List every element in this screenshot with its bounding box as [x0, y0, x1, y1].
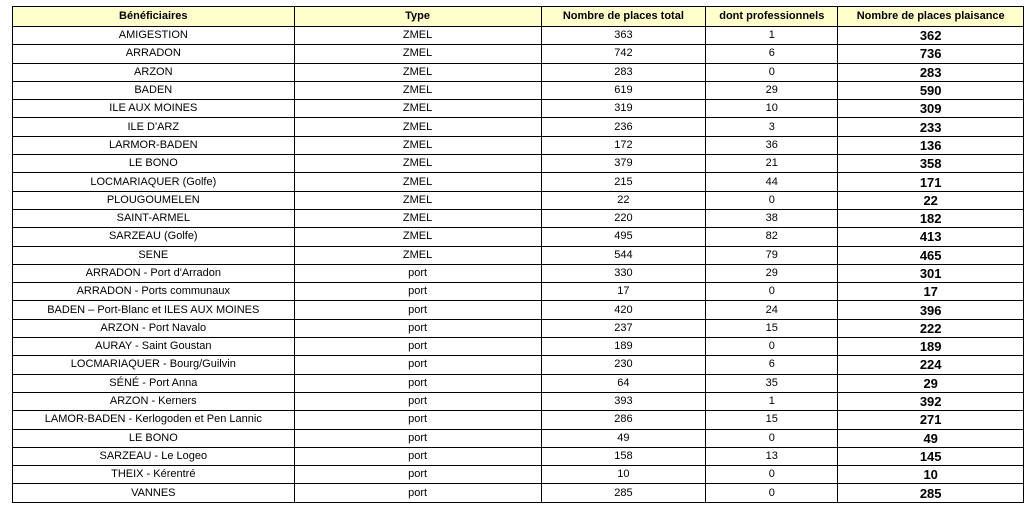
header-row: [13, 7, 1024, 27]
table-row: [13, 246, 1024, 264]
cell-professionnels[interactable]: 0: [706, 466, 838, 484]
table-row: [13, 173, 1024, 191]
cell-plaisance-places[interactable]: 233: [838, 118, 1024, 136]
cell-professionnels[interactable]: 29: [706, 264, 838, 282]
cell-professionnels[interactable]: 10: [706, 100, 838, 118]
cell-total-places[interactable]: 64: [541, 374, 706, 392]
cell-plaisance-places[interactable]: 222: [838, 319, 1024, 337]
cell-type[interactable]: ZMEL: [294, 45, 541, 63]
table-row: [13, 228, 1024, 246]
cell-type[interactable]: ZMEL: [294, 191, 541, 209]
table-row: [13, 484, 1024, 502]
cell-plaisance-places[interactable]: 590: [838, 81, 1024, 99]
table-row: [13, 100, 1024, 118]
cell-professionnels[interactable]: 82: [706, 228, 838, 246]
cell-total-places[interactable]: 172: [541, 136, 706, 154]
cell-plaisance-places[interactable]: 136: [838, 136, 1024, 154]
table-row: [13, 264, 1024, 282]
cell-type[interactable]: port: [294, 429, 541, 447]
cell-total-places[interactable]: 379: [541, 155, 706, 173]
table-row: [13, 466, 1024, 484]
cell-total-places[interactable]: 158: [541, 447, 706, 465]
cell-beneficiaire[interactable]: SARZEAU (Golfe): [13, 228, 295, 246]
cell-type[interactable]: port: [294, 283, 541, 301]
cell-type[interactable]: ZMEL: [294, 27, 541, 45]
cell-plaisance-places[interactable]: 271: [838, 411, 1024, 429]
cell-type[interactable]: port: [294, 319, 541, 337]
cell-beneficiaire[interactable]: AMIGESTION: [13, 27, 295, 45]
table-row: [13, 81, 1024, 99]
cell-total-places[interactable]: 236: [541, 118, 706, 136]
table-row: [13, 338, 1024, 356]
cell-professionnels[interactable]: 15: [706, 319, 838, 337]
cell-plaisance-places[interactable]: 465: [838, 246, 1024, 264]
cell-professionnels[interactable]: 79: [706, 246, 838, 264]
header-type[interactable]: Type: [294, 7, 541, 27]
cell-type[interactable]: port: [294, 264, 541, 282]
cell-professionnels[interactable]: 38: [706, 209, 838, 227]
cell-total-places[interactable]: 17: [541, 283, 706, 301]
cell-beneficiaire[interactable]: ILE D'ARZ: [13, 118, 295, 136]
cell-total-places[interactable]: 237: [541, 319, 706, 337]
cell-beneficiaire[interactable]: LE BONO: [13, 155, 295, 173]
table-row: [13, 356, 1024, 374]
cell-professionnels[interactable]: 15: [706, 411, 838, 429]
cell-plaisance-places[interactable]: 392: [838, 392, 1024, 410]
cell-professionnels[interactable]: 6: [706, 45, 838, 63]
cell-beneficiaire[interactable]: ARRADON - Ports communaux: [13, 283, 295, 301]
cell-beneficiaire[interactable]: BADEN: [13, 81, 295, 99]
cell-beneficiaire[interactable]: AURAY - Saint Goustan: [13, 338, 295, 356]
table-row: [13, 191, 1024, 209]
cell-beneficiaire[interactable]: SENE: [13, 246, 295, 264]
cell-professionnels[interactable]: 3: [706, 118, 838, 136]
spreadsheet-sheet: [12, 6, 1024, 503]
cell-type[interactable]: port: [294, 356, 541, 374]
cell-professionnels[interactable]: 0: [706, 191, 838, 209]
cell-total-places[interactable]: 363: [541, 27, 706, 45]
cell-professionnels[interactable]: 29: [706, 81, 838, 99]
cell-type[interactable]: ZMEL: [294, 173, 541, 191]
cell-total-places[interactable]: 495: [541, 228, 706, 246]
cell-total-places[interactable]: 220: [541, 209, 706, 227]
cell-type[interactable]: ZMEL: [294, 136, 541, 154]
cell-plaisance-places[interactable]: 358: [838, 155, 1024, 173]
cell-beneficiaire[interactable]: ARZON - Kerners: [13, 392, 295, 410]
table-row: [13, 429, 1024, 447]
cell-plaisance-places[interactable]: 182: [838, 209, 1024, 227]
table-row: [13, 155, 1024, 173]
cell-plaisance-places[interactable]: 362: [838, 27, 1024, 45]
cell-plaisance-places[interactable]: 301: [838, 264, 1024, 282]
table-header: [13, 7, 1024, 27]
cell-type[interactable]: ZMEL: [294, 118, 541, 136]
cell-plaisance-places[interactable]: 396: [838, 301, 1024, 319]
cell-plaisance-places[interactable]: 22: [838, 191, 1024, 209]
cell-professionnels[interactable]: 0: [706, 338, 838, 356]
cell-total-places[interactable]: 283: [541, 63, 706, 81]
cell-professionnels[interactable]: 0: [706, 63, 838, 81]
table-row: [13, 374, 1024, 392]
cell-beneficiaire[interactable]: LOCMARIAQUER (Golfe): [13, 173, 295, 191]
cell-professionnels[interactable]: 0: [706, 429, 838, 447]
cell-type[interactable]: ZMEL: [294, 228, 541, 246]
table-row: [13, 392, 1024, 410]
cell-type[interactable]: port: [294, 392, 541, 410]
cell-type[interactable]: ZMEL: [294, 209, 541, 227]
cell-type[interactable]: ZMEL: [294, 246, 541, 264]
cell-plaisance-places[interactable]: 309: [838, 100, 1024, 118]
cell-plaisance-places[interactable]: 145: [838, 447, 1024, 465]
cell-plaisance-places[interactable]: 29: [838, 374, 1024, 392]
cell-professionnels[interactable]: 24: [706, 301, 838, 319]
table-row: [13, 45, 1024, 63]
cell-plaisance-places[interactable]: 736: [838, 45, 1024, 63]
cell-total-places[interactable]: 49: [541, 429, 706, 447]
cell-beneficiaire[interactable]: SAINT-ARMEL: [13, 209, 295, 227]
cell-total-places[interactable]: 22: [541, 191, 706, 209]
table-row: [13, 63, 1024, 81]
cell-plaisance-places[interactable]: 189: [838, 338, 1024, 356]
cell-beneficiaire[interactable]: LARMOR-BADEN: [13, 136, 295, 154]
table-row: [13, 283, 1024, 301]
cell-beneficiaire[interactable]: ILE AUX MOINES: [13, 100, 295, 118]
cell-beneficiaire[interactable]: ARZON: [13, 63, 295, 81]
table-row: [13, 301, 1024, 319]
cell-total-places[interactable]: 330: [541, 264, 706, 282]
cell-type[interactable]: port: [294, 338, 541, 356]
cell-beneficiaire[interactable]: SARZEAU - Le Logeo: [13, 447, 295, 465]
cell-plaisance-places[interactable]: 17: [838, 283, 1024, 301]
cell-plaisance-places[interactable]: 171: [838, 173, 1024, 191]
table-row: [13, 411, 1024, 429]
cell-type[interactable]: port: [294, 301, 541, 319]
cell-beneficiaire[interactable]: VANNES: [13, 484, 295, 502]
cell-type[interactable]: port: [294, 374, 541, 392]
cell-type[interactable]: ZMEL: [294, 63, 541, 81]
table-row: [13, 118, 1024, 136]
table-row: [13, 136, 1024, 154]
cell-total-places[interactable]: 742: [541, 45, 706, 63]
cell-professionnels[interactable]: 13: [706, 447, 838, 465]
cell-beneficiaire[interactable]: SÉNÉ - Port Anna: [13, 374, 295, 392]
cell-total-places[interactable]: 286: [541, 411, 706, 429]
cell-total-places[interactable]: 619: [541, 81, 706, 99]
header-beneficiaires[interactable]: Bénéficiaires: [13, 7, 295, 27]
cell-type[interactable]: ZMEL: [294, 155, 541, 173]
cell-professionnels[interactable]: 0: [706, 484, 838, 502]
cell-professionnels[interactable]: 6: [706, 356, 838, 374]
cell-total-places[interactable]: 285: [541, 484, 706, 502]
cell-total-places[interactable]: 189: [541, 338, 706, 356]
cell-type[interactable]: ZMEL: [294, 100, 541, 118]
cell-total-places[interactable]: 215: [541, 173, 706, 191]
places-table: [12, 6, 1024, 503]
cell-plaisance-places[interactable]: 413: [838, 228, 1024, 246]
cell-beneficiaire[interactable]: LOCMARIAQUER - Bourg/Guilvin: [13, 356, 295, 374]
cell-total-places[interactable]: 544: [541, 246, 706, 264]
cell-total-places[interactable]: 319: [541, 100, 706, 118]
cell-plaisance-places[interactable]: 10: [838, 466, 1024, 484]
cell-plaisance-places[interactable]: 49: [838, 429, 1024, 447]
cell-professionnels[interactable]: 44: [706, 173, 838, 191]
header-professionnels[interactable]: dont professionnels: [706, 7, 838, 27]
cell-type[interactable]: ZMEL: [294, 81, 541, 99]
cell-type[interactable]: port: [294, 411, 541, 429]
cell-total-places[interactable]: 10: [541, 466, 706, 484]
cell-beneficiaire[interactable]: PLOUGOUMELEN: [13, 191, 295, 209]
cell-type[interactable]: port: [294, 447, 541, 465]
table-body: [13, 27, 1024, 503]
cell-beneficiaire[interactable]: BADEN – Port-Blanc et ILES AUX MOINES: [13, 301, 295, 319]
cell-total-places[interactable]: 230: [541, 356, 706, 374]
table-row: [13, 319, 1024, 337]
cell-plaisance-places[interactable]: 224: [838, 356, 1024, 374]
cell-type[interactable]: port: [294, 466, 541, 484]
cell-professionnels[interactable]: 1: [706, 27, 838, 45]
table-row: [13, 447, 1024, 465]
cell-professionnels[interactable]: 0: [706, 283, 838, 301]
cell-type[interactable]: port: [294, 484, 541, 502]
header-total-places[interactable]: Nombre de places total: [541, 7, 706, 27]
cell-professionnels[interactable]: 35: [706, 374, 838, 392]
cell-professionnels[interactable]: 1: [706, 392, 838, 410]
cell-total-places[interactable]: 393: [541, 392, 706, 410]
cell-beneficiaire[interactable]: LE BONO: [13, 429, 295, 447]
cell-beneficiaire[interactable]: ARZON - Port Navalo: [13, 319, 295, 337]
table-row: [13, 27, 1024, 45]
cell-plaisance-places[interactable]: 283: [838, 63, 1024, 81]
cell-beneficiaire[interactable]: ARRADON: [13, 45, 295, 63]
header-plaisance-places[interactable]: Nombre de places plaisance: [838, 7, 1024, 27]
cell-professionnels[interactable]: 21: [706, 155, 838, 173]
cell-professionnels[interactable]: 36: [706, 136, 838, 154]
cell-plaisance-places[interactable]: 285: [838, 484, 1024, 502]
cell-beneficiaire[interactable]: ARRADON - Port d'Arradon: [13, 264, 295, 282]
cell-total-places[interactable]: 420: [541, 301, 706, 319]
cell-beneficiaire[interactable]: THEIX - Kérentré: [13, 466, 295, 484]
cell-beneficiaire[interactable]: LAMOR-BADEN - Kerlogoden et Pen Lannic: [13, 411, 295, 429]
table-row: [13, 209, 1024, 227]
